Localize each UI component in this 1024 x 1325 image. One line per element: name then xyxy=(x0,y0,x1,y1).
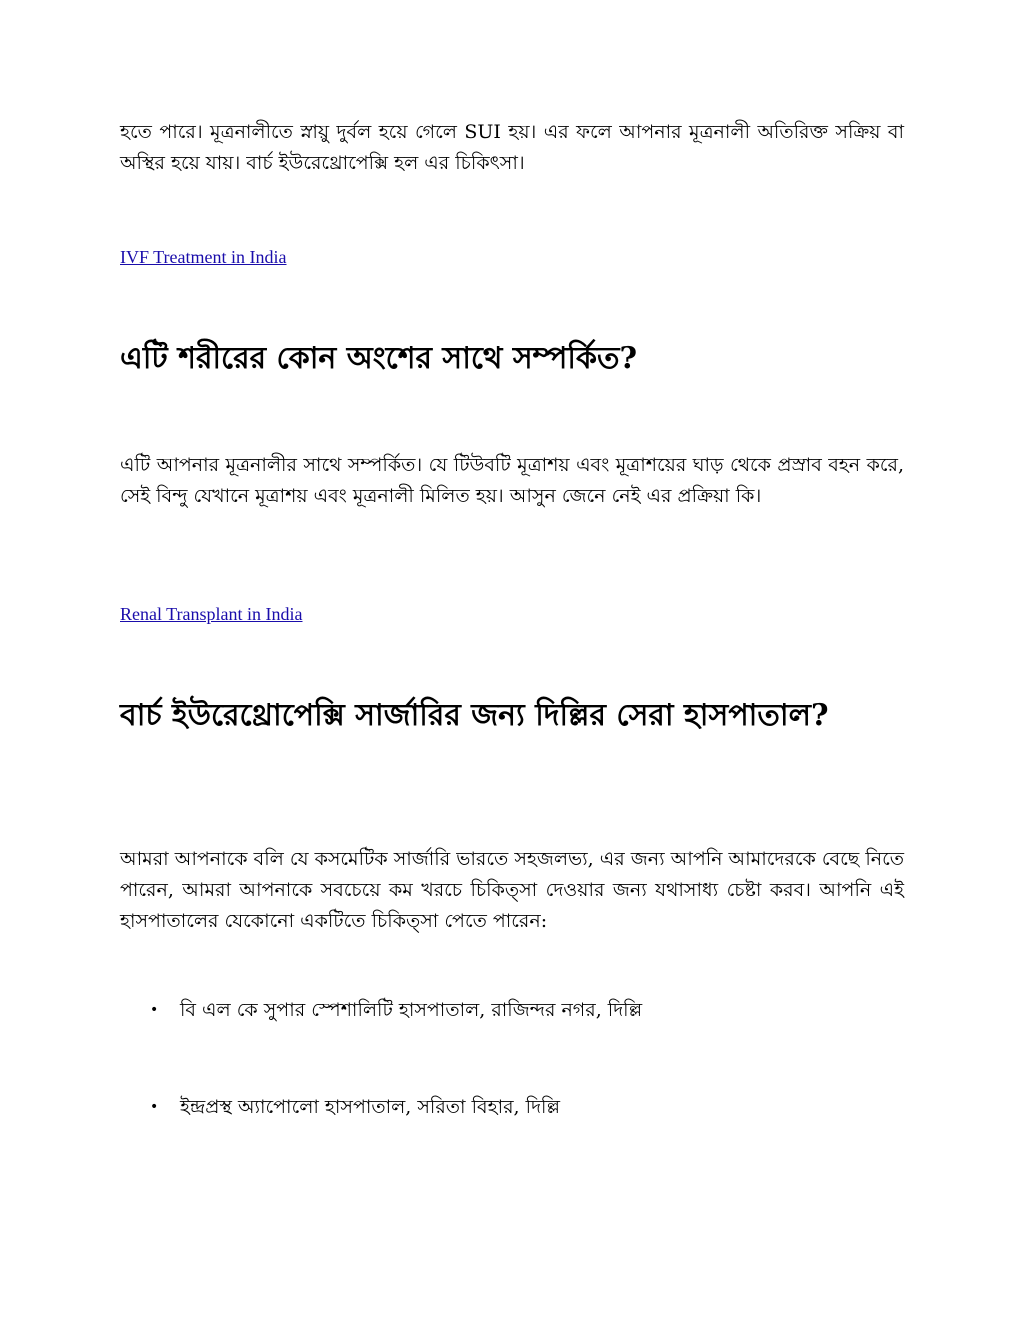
bullet-icon: • xyxy=(150,1002,159,1018)
section-heading-best-hospital: বার্চ ইউরেথ্রোপেক্সি সার্জারির জন্য দিল্লির সেরা হাসপাতাল? xyxy=(120,698,829,733)
renal-transplant-link[interactable]: Renal Transplant in India xyxy=(120,604,303,624)
bullet-icon: • xyxy=(150,1099,159,1115)
body-part-paragraph: এটি আপনার মূত্রনালীর সাথে সম্পর্কিত। যে টিউবটি মূত্রাশয় এবং মূত্রাশয়ের ঘাড় থেকে প্রস্রাব বহন করে, সেই বিন্দু যেখানে মূত্রাশয় এবং মূত্রনালী মিলিত হয়। আসুন জেনে নেই এর প্রক্রিয়া কি। xyxy=(120,454,904,507)
hospital-name: বি এল কে সুপার স্পেশালিটি হাসপাতাল, রাজিন্দর নগর, দিল্লি xyxy=(180,999,643,1021)
section-heading-body-part: এটি শরীরের কোন অংশের সাথে সম্পর্কিত? xyxy=(120,341,638,376)
ivf-treatment-link[interactable]: IVF Treatment in India xyxy=(120,247,287,267)
hospital-intro-paragraph: আমরা আপনাকে বলি যে কসমেটিক সার্জারি ভারতে সহজলভ্য, এর জন্য আপনি আমাদেরকে বেছে নিতে পারেন, আমরা আপনাকে সবচেয়ে কম খরচে চিকিত্সা দেওয়ার জন্য যথাসাধ্য চেষ্টা করব। আপনি এই হাসপাতালের যেকোনো একটিতে চিকিত্সা পেতে পারেন: xyxy=(120,848,904,932)
hospital-name: ইন্দ্রপ্রস্থ অ্যাপোলো হাসপাতাল, সরিতা বিহার, দিল্লি xyxy=(180,1096,561,1118)
intro-paragraph: হতে পারে। মূত্রনালীতে স্নায়ু দুর্বল হয়ে গেলে SUI হয়। এর ফলে আপনার মূত্রনালী অতিরিক্ত সক্রিয় বা অস্থির হয়ে যায়। বার্চ ইউরেথ্রোপেক্সি হল এর চিকিৎসা। xyxy=(120,121,904,174)
